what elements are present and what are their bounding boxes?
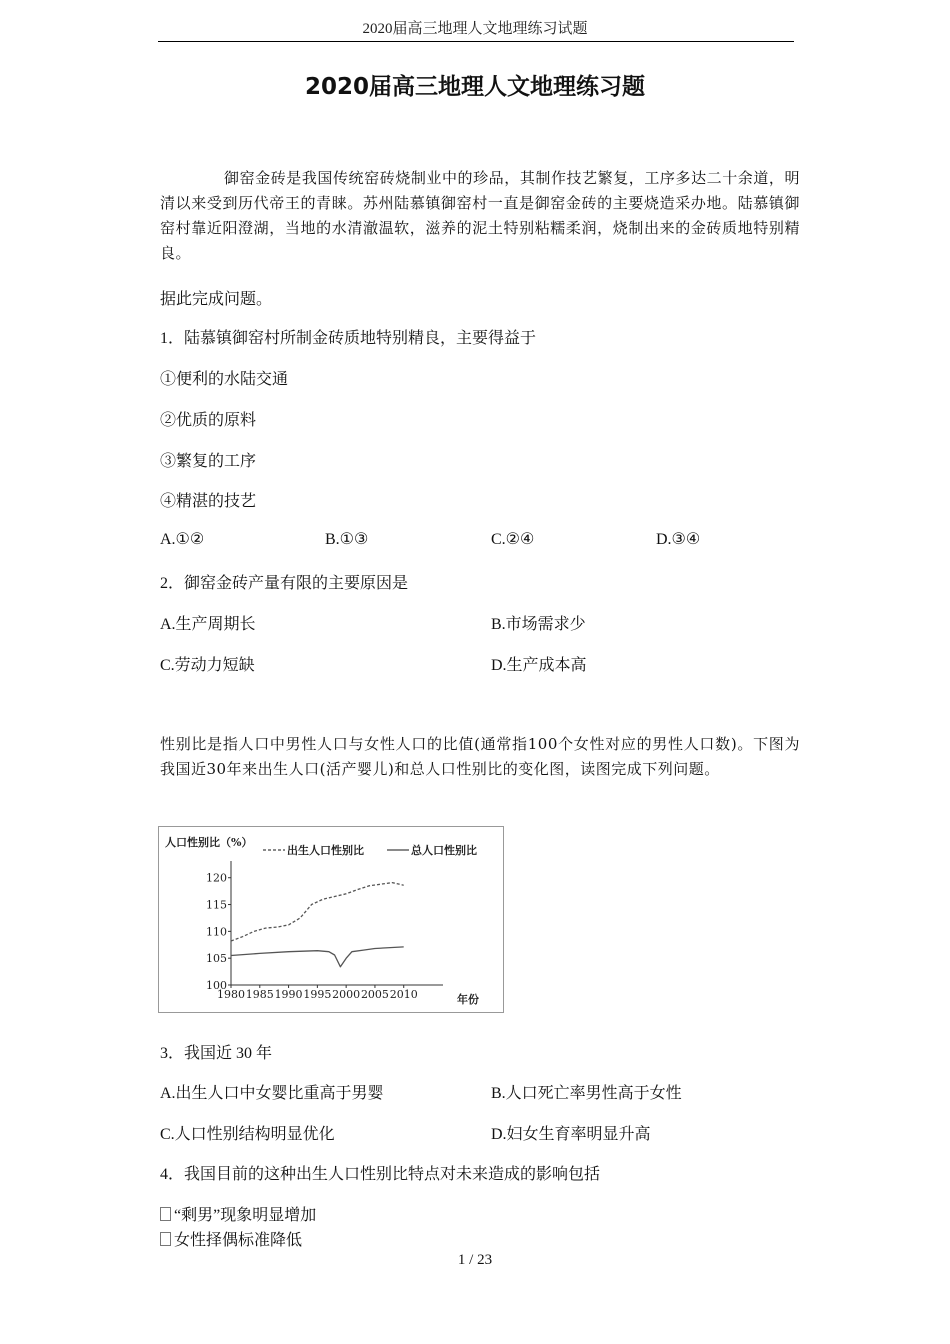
legend-total-label: 总人口性别比 xyxy=(411,844,477,857)
q3-option-d: D.妇女生育率明显升高 xyxy=(491,1126,651,1143)
q1-item-4: ④精湛的技艺 xyxy=(160,493,257,510)
header-divider xyxy=(158,41,794,42)
page-header: 2020届高三地理人文地理练习试题 xyxy=(362,21,588,37)
page-number: 1 / 23 xyxy=(457,1252,493,1268)
q3-option-c: C.人口性别结构明显优化 xyxy=(160,1126,335,1143)
y-tick-label: 100 xyxy=(206,979,227,992)
passage-2: 性别比是指人口中男性人口与女性人口的比值(通常指100个女性对应的男性人口数)。下图为我国近30年来出生人口(活产婴儿)和总人口性别比的变化图，读图完成下列问题。 xyxy=(160,735,800,778)
placeholder-box-icon xyxy=(160,1207,171,1221)
passage-1: 御窑金砖是我国传统窑砖烧制业中的珍品，其制作技艺繁复，工序多达二十余道，明清以来受到历代帝王的青睐。苏州陆慕镇御窑村一直是御窑金砖的主要烧造采办地。陆慕镇御窑村靠近阳澄湖，当地的水清澈温软，滋养的泥土特别粘糯柔润，烧制出来的金砖质地特别精良。 xyxy=(160,169,800,262)
q2-option-b: B.市场需求少 xyxy=(491,616,586,633)
q2-option-d: D.生产成本高 xyxy=(491,657,587,674)
x-tick-label: 1995 xyxy=(303,988,332,1001)
q1-item-2: ②优质的原料 xyxy=(160,412,257,429)
q1-option-d: D.③④ xyxy=(656,531,701,548)
q2-option-a: A.生产周期长 xyxy=(160,616,256,633)
q2-option-c: C.劳动力短缺 xyxy=(160,657,255,674)
question-4-stem: 4．我国目前的这种出生人口性别比特点对未来造成的影响包括 xyxy=(160,1166,601,1183)
placeholder-box-icon xyxy=(160,1232,171,1246)
sex-ratio-chart-svg xyxy=(159,827,503,1012)
q1-option-a: A.①② xyxy=(160,531,205,548)
x-tick-label: 1990 xyxy=(274,988,303,1001)
chart-x-axis-label: 年份 xyxy=(457,993,479,1006)
y-tick-label: 110 xyxy=(206,925,227,939)
q4-item-1 xyxy=(160,1202,316,1225)
page-title: 2020届高三地理人文地理练习题 xyxy=(304,74,645,100)
x-tick-label: 2005 xyxy=(360,988,389,1001)
chart-y-axis-label: 人口性别比（%） xyxy=(165,836,253,849)
q3-option-b: B.人口死亡率男性高于女性 xyxy=(491,1085,682,1102)
y-tick-label: 115 xyxy=(206,898,227,912)
q1-item-3: ③繁复的工序 xyxy=(160,453,257,470)
instruction: 据此完成问题。 xyxy=(160,291,273,308)
q3-option-a: A.出生人口中女婴比重高于男婴 xyxy=(160,1085,384,1102)
sex-ratio-chart xyxy=(158,826,504,1013)
y-tick-label: 105 xyxy=(206,952,227,966)
q1-item-1: ①便利的水陆交通 xyxy=(160,371,289,388)
x-tick-label: 2010 xyxy=(389,988,418,1001)
x-tick-label: 1980 xyxy=(217,988,245,1001)
q4-item-2-text: 女性择偶标准降低 xyxy=(174,1232,303,1249)
x-tick-label: 2000 xyxy=(332,988,361,1001)
legend-birth-label: 出生人口性别比 xyxy=(287,844,364,857)
q1-option-b: B.①③ xyxy=(325,531,369,548)
question-2-stem: 2．御窑金砖产量有限的主要原因是 xyxy=(160,575,409,592)
q1-option-c: C.②④ xyxy=(491,531,535,548)
x-tick-label: 1985 xyxy=(245,988,274,1001)
q4-item-2 xyxy=(160,1227,302,1250)
series-total-sex-ratio-line xyxy=(231,947,404,967)
question-1-stem: 1．陆慕镇御窑村所制金砖质地特别精良，主要得益于 xyxy=(160,330,537,347)
question-3-stem: 3．我国近 30 年 xyxy=(160,1045,273,1062)
y-tick-label: 120 xyxy=(206,871,227,885)
q4-item-1-text: “剩男”现象明显增加 xyxy=(174,1207,317,1224)
series-birth-sex-ratio-line xyxy=(231,883,404,941)
